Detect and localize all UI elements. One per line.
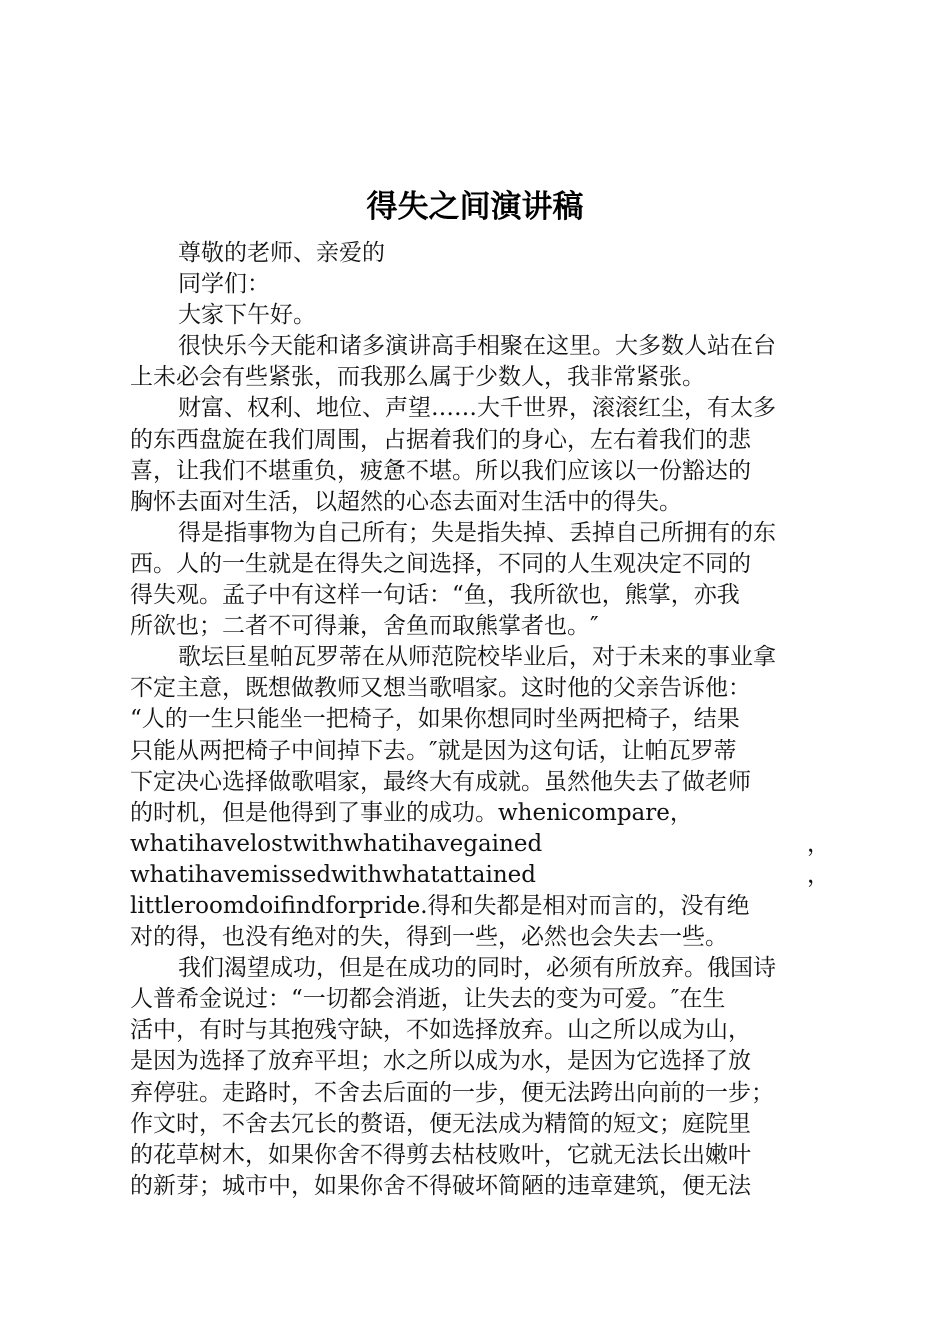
text-line: 我们渴望成功，但是在成功的同时，必须有所放弃。俄国诗 — [178, 955, 776, 982]
text-fragment: whatihavelostwithwhatihavegained — [130, 830, 543, 857]
text-line: 得是指事物为自己所有；失是指失掉、丢掉自己所拥有的东 — [178, 519, 776, 546]
document-title: 得失之间演讲稿 — [366, 189, 584, 225]
text-line: 喜，让我们不堪重负，疲惫不堪。所以我们应该以一份豁达的 — [130, 457, 751, 484]
text-line — [130, 860, 830, 891]
text-line: 胸怀去面对生活，以超然的心态去面对生活中的得失。 — [130, 488, 682, 515]
text-line: 对的得，也没有绝对的失，得到一些，必然也会失去一些。 — [130, 924, 728, 951]
text-line: 所欲也；二者不可得兼，舍鱼而取熊掌者也。″ — [130, 613, 599, 640]
text-line — [130, 829, 830, 860]
text-fragment: ， — [807, 861, 830, 888]
text-line: 是因为选择了放弃平坦；水之所以成为水，是因为它选择了放 — [130, 1048, 751, 1075]
text-fragment: whatihavemissedwithwhatattained — [130, 861, 537, 888]
text-line: 尊敬的老师、亲爱的 — [178, 240, 385, 266]
text-line: 很快乐今天能和诸多演讲高手相聚在这里。大多数人站在台 — [178, 333, 776, 360]
text-line: 得失观。孟子中有这样一句话：“鱼，我所欲也，熊掌，亦我 — [130, 582, 740, 609]
text-line: 同学们： — [178, 271, 270, 298]
text-line: 不定主意，既想做教师又想当歌唱家。这时他的父亲告诉他： — [130, 675, 751, 702]
text-line: 的时机，但是他得到了事业的成功。whenicompare， — [130, 799, 693, 826]
text-line: 弃停驻。走路时，不舍去后面的一步，便无法跨出向前的一步； — [130, 1079, 774, 1106]
text-line: 歌坛巨星帕瓦罗蒂在从师范院校毕业后，对于未来的事业拿 — [178, 644, 776, 671]
text-line: 下定决心选择做歌唱家，最终大有成就。虽然他失去了做老师 — [130, 768, 751, 795]
text-line: 的东西盘旋在我们周围，占据着我们的身心，左右着我们的悲 — [130, 426, 751, 453]
text-line: 大家下午好。 — [178, 302, 316, 329]
text-line: littleroomdoifindforpride.得和失都是相对而言的，没有绝 — [130, 892, 750, 919]
text-line: 人普希金说过：“一切都会消逝，让失去的变为可爱。″在生 — [130, 986, 726, 1013]
text-fragment: ， — [807, 830, 830, 857]
text-line: 的新芽；城市中，如果你舍不得破坏简陋的违章建筑，便无法 — [130, 1172, 751, 1199]
text-line: 上未必会有些紧张，而我那么属于少数人，我非常紧张。 — [130, 364, 705, 391]
text-line: 只能从两把椅子中间掉下去。″就是因为这句话，让帕瓦罗蒂 — [130, 737, 737, 764]
text-line: 的花草树木，如果你舍不得剪去枯枝败叶，它就无法长出嫩叶 — [130, 1141, 751, 1168]
text-line: 活中，有时与其抱残守缺，不如选择放弃。山之所以成为山， — [130, 1017, 751, 1044]
text-line: 西。人的一生就是在得失之间选择，不同的人生观决定不同的 — [130, 550, 751, 577]
text-line: “人的一生只能坐一把椅子，如果你想同时坐两把椅子，结果 — [130, 706, 740, 733]
text-line: 财富、权利、地位、声望……大千世界，滚滚红尘，有太多 — [178, 395, 776, 422]
document-body — [130, 238, 830, 1202]
text-line: 作文时，不舍去冗长的赘语，便无法成为精简的短文；庭院里 — [130, 1110, 751, 1137]
